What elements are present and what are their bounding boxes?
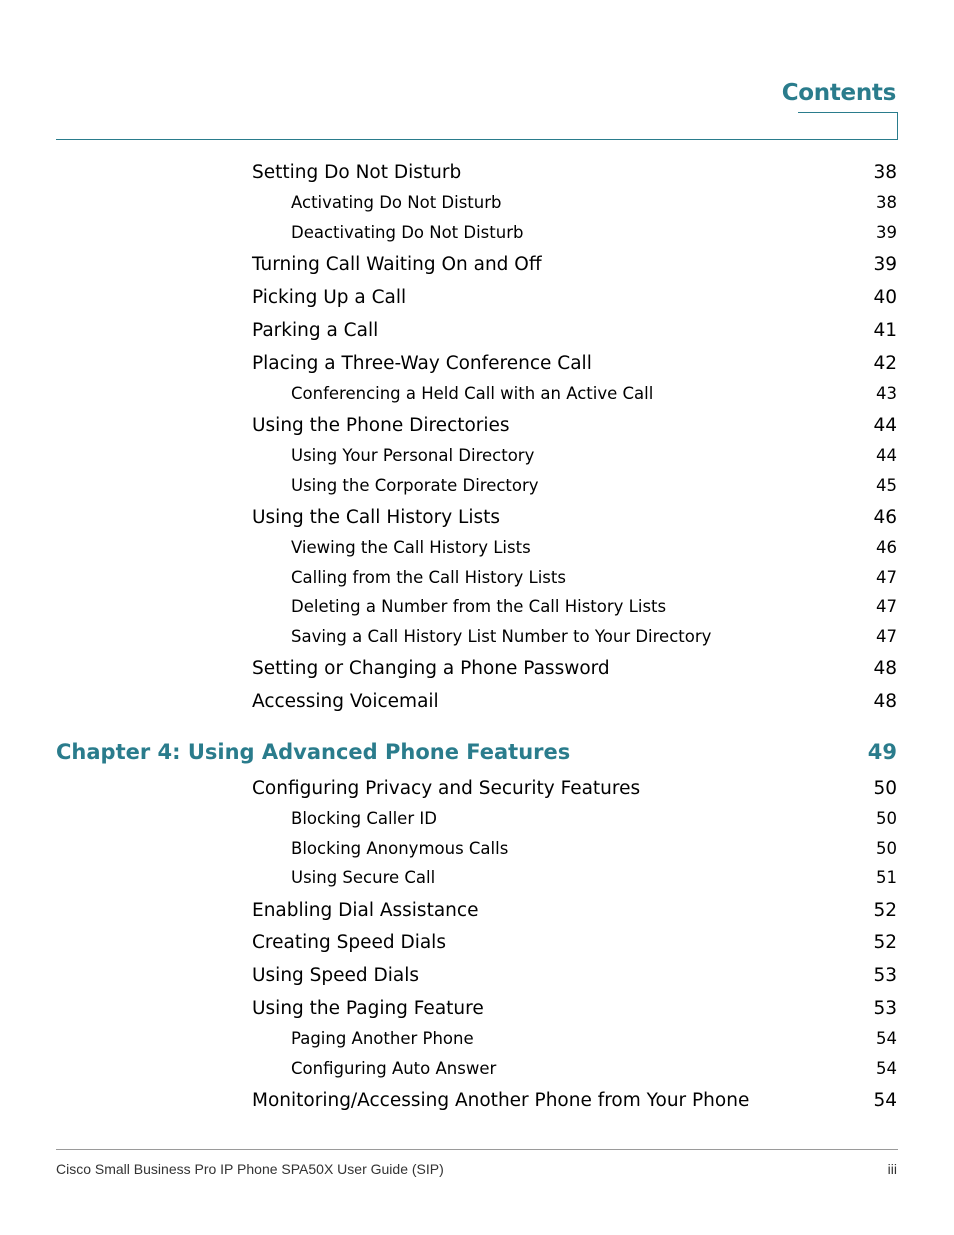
toc-entry-page: 47 [876,568,897,587]
toc-entry-page: 54 [876,1029,897,1048]
toc-entry[interactable] [0,1059,954,1085]
toc-entry[interactable] [0,507,954,533]
toc-entry-title: Calling from the Call History Lists [291,568,566,587]
toc-entry-title: Using the Corporate Directory [291,476,539,495]
toc-entry-page: 46 [876,538,897,557]
toc-entry-page: 39 [873,254,897,275]
toc-entry-page: 54 [876,1059,897,1078]
toc-entry-page: 50 [876,809,897,828]
toc-entry-title: Using the Call History Lists [252,507,500,528]
toc-entry-title: Blocking Caller ID [291,809,437,828]
toc-entry-page: 48 [873,658,897,679]
toc-entry[interactable] [0,778,954,804]
toc-entry-page: 51 [876,868,897,887]
toc-entry-page: 52 [873,900,897,921]
toc-entry-title: Using Your Personal Directory [291,446,535,465]
toc-entry[interactable] [0,568,954,594]
toc-entry-page: 42 [873,353,897,374]
toc-entry-title: Deactivating Do Not Disturb [291,223,524,242]
toc-entry-title: Creating Speed Dials [252,932,446,953]
toc-entry-title: Chapter 4: Using Advanced Phone Features [56,740,571,764]
toc-entry[interactable] [0,223,954,249]
toc-entry[interactable] [0,998,954,1024]
toc-entry-page: 46 [873,507,897,528]
toc-entry-title: Paging Another Phone [291,1029,474,1048]
toc-entry-title: Activating Do Not Disturb [291,193,502,212]
toc-entry-title: Viewing the Call History Lists [291,538,531,557]
toc-entry[interactable] [0,353,954,379]
toc-entry-title: Deleting a Number from the Call History Lists [291,597,667,616]
toc-entry[interactable] [0,538,954,564]
toc-entry[interactable] [0,627,954,653]
toc-entry-title: Placing a Three-Way Conference Call [252,353,592,374]
toc-entry-page: 53 [873,965,897,986]
toc-entry[interactable] [0,868,954,894]
toc-entry[interactable] [0,415,954,441]
toc-entry[interactable] [0,965,954,991]
toc-entry-page: 38 [876,193,897,212]
toc-entry-title: Parking a Call [252,320,379,341]
toc-entry[interactable] [0,597,954,623]
footer-rule [56,1149,898,1150]
footer-page-number: iii [887,1161,897,1177]
toc-entry-page: 47 [876,597,897,616]
toc-entry[interactable] [0,193,954,219]
toc-entry-page: 52 [873,932,897,953]
toc-entry-page: 50 [873,778,897,799]
toc-entry[interactable] [0,932,954,958]
toc-entry-page: 53 [873,998,897,1019]
toc-entry-page: 38 [873,162,897,183]
header-rule [56,139,898,140]
toc-chapter-entry[interactable] [0,740,954,766]
toc-entry-page: 39 [876,223,897,242]
toc-entry-page: 44 [873,415,897,436]
toc-entry-title: Using the Paging Feature [252,998,484,1019]
toc-entry[interactable] [0,476,954,502]
toc-entry-title: Using Secure Call [291,868,436,887]
toc-entry[interactable] [0,658,954,684]
toc-entry-page: 43 [876,384,897,403]
toc-entry[interactable] [0,446,954,472]
toc-entry[interactable] [0,320,954,346]
toc-entry-page: 40 [873,287,897,308]
toc-entry-title: Setting or Changing a Phone Password [252,658,610,679]
toc-entry-title: Setting Do Not Disturb [252,162,462,183]
toc-entry-page: 49 [867,740,897,764]
toc-entry-title: Turning Call Waiting On and Off [252,254,542,275]
toc-entry-title: Monitoring/Accessing Another Phone from Your Phone [252,1090,750,1111]
toc-entry[interactable] [0,900,954,926]
toc-entry-title: Picking Up a Call [252,287,407,308]
page-title: Contents [781,80,896,106]
toc-entry[interactable] [0,691,954,717]
toc-entry-page: 47 [876,627,897,646]
footer-document-title: Cisco Small Business Pro IP Phone SPA50X User Guide (SIP) [56,1161,444,1177]
toc-entry-title: Using Speed Dials [252,965,420,986]
toc-entry-title: Enabling Dial Assistance [252,900,479,921]
toc-entry-page: 44 [876,446,897,465]
toc-entry-title: Configuring Privacy and Security Features [252,778,641,799]
toc-entry[interactable] [0,839,954,865]
toc-entry[interactable] [0,287,954,313]
toc-entry-page: 54 [873,1090,897,1111]
toc-entry-title: Configuring Auto Answer [291,1059,497,1078]
toc-entry-title: Using the Phone Directories [252,415,510,436]
toc-entry-page: 50 [876,839,897,858]
toc-entry[interactable] [0,384,954,410]
toc-entry-title: Accessing Voicemail [252,691,439,712]
toc-entry-title: Conferencing a Held Call with an Active Call [291,384,654,403]
toc-entry[interactable] [0,162,954,188]
toc-entry-title: Blocking Anonymous Calls [291,839,509,858]
toc-entry[interactable] [0,254,954,280]
toc-entry[interactable] [0,1029,954,1055]
toc-entry-title: Saving a Call History List Number to Your Directory [291,627,712,646]
toc-entry-page: 41 [873,320,897,341]
toc-entry-page: 45 [876,476,897,495]
header-title-box [798,112,898,140]
toc-entry[interactable] [0,809,954,835]
toc-entry-page: 48 [873,691,897,712]
toc-entry[interactable] [0,1090,954,1116]
